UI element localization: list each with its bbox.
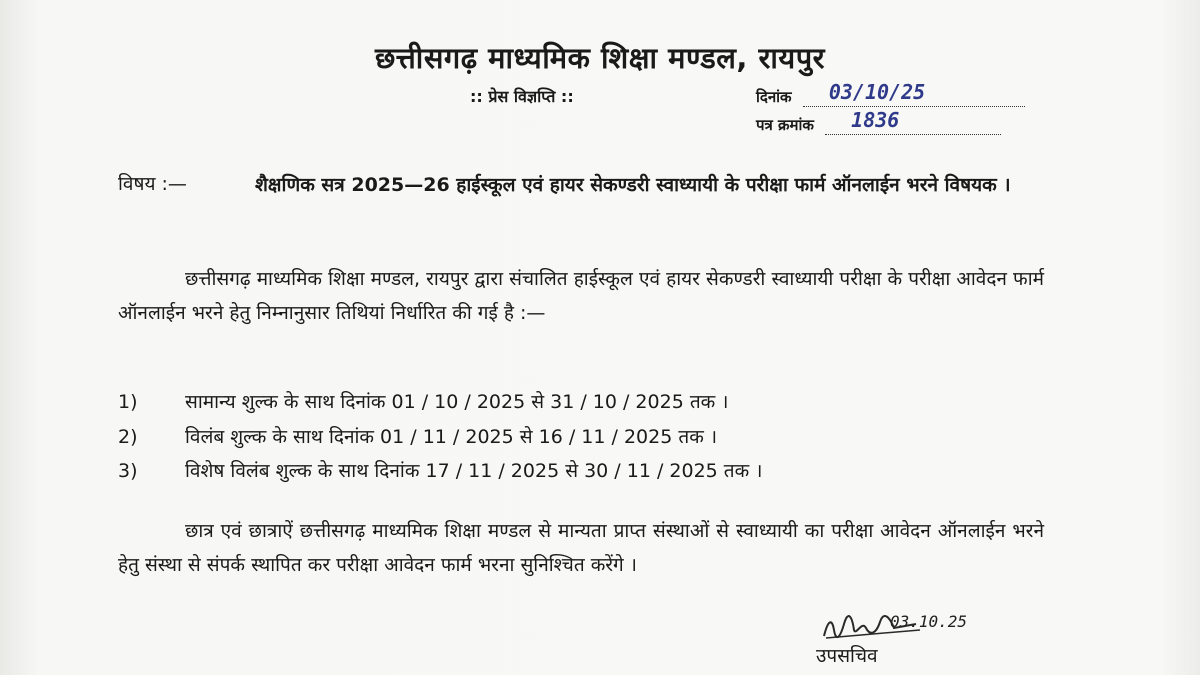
schedule-item-text: सामान्य शुल्क के साथ दिनांक 01 / 10 / 2025 से 31 / 10 / 2025 तक ।: [185, 391, 729, 413]
intro-paragraph: छत्तीसगढ़ माध्यमिक शिक्षा मण्डल, रायपुर द्वारा संचालित हाईस्कूल एवं हायर सेकण्डरी स्वाध्यायी परीक्षा के परीक्षा आवेदन फार्म ऑनलाईन भरने हेतु निम्नानुसार तिथियां निर्धारित की गई है :—: [118, 268, 1044, 324]
schedule-item: [118, 423, 1018, 449]
schedule-item-number: 2): [118, 426, 138, 448]
date-line: [756, 80, 1025, 107]
letter-number-line: [756, 108, 1001, 135]
letter-number-label: पत्र क्रमांक: [756, 116, 814, 134]
subject-label: विषय :—: [118, 173, 187, 195]
date-value: 03/10/25: [828, 80, 926, 104]
letter-number-field: [825, 108, 1001, 135]
designation: उपसचिव: [816, 645, 878, 667]
schedule-item: [118, 457, 1018, 483]
date-label: दिनांक: [756, 88, 792, 106]
schedule-item-text: विशेष विलंब शुल्क के साथ दिनांक 17 / 11 / 2025 से 30 / 11 / 2025 तक ।: [185, 460, 763, 482]
signature-date: 03.10.25: [890, 612, 968, 631]
schedule-item-number: 1): [118, 391, 138, 413]
schedule-item: [118, 388, 1018, 414]
letter-number-value: 1836: [851, 108, 900, 132]
press-release-heading: :: प्रेस विज्ञप्ति ::: [470, 87, 574, 106]
schedule-item-number: 3): [118, 460, 138, 482]
subject-text: शैक्षणिक सत्र 2025—26 हाईस्कूल एवं हायर सेकण्डरी स्वाध्यायी के परीक्षा फार्म ऑनलाईन भरने विषयक ।: [255, 174, 1011, 196]
signature-block: [820, 610, 968, 646]
letterhead: [0, 38, 1200, 77]
closing-paragraph: छात्र एवं छात्राऐं छत्तीसगढ़ माध्यमिक शिक्षा मण्डल से मान्यता प्राप्त संस्थाओं से स्वाध्यायी का परीक्षा आवेदन ऑनलाईन भरने हेतु संस्था से संपर्क स्थापित कर परीक्षा आवेदन फार्म भरना सुनिश्चित करेंगे ।: [118, 520, 1044, 576]
date-field: [803, 80, 1025, 107]
schedule-item-text: विलंब शुल्क के साथ दिनांक 01 / 11 / 2025 से 16 / 11 / 2025 तक ।: [185, 426, 718, 448]
board-title: छत्तीसगढ़ माध्यमिक शिक्षा मण्डल, रायपुर: [374, 41, 826, 75]
